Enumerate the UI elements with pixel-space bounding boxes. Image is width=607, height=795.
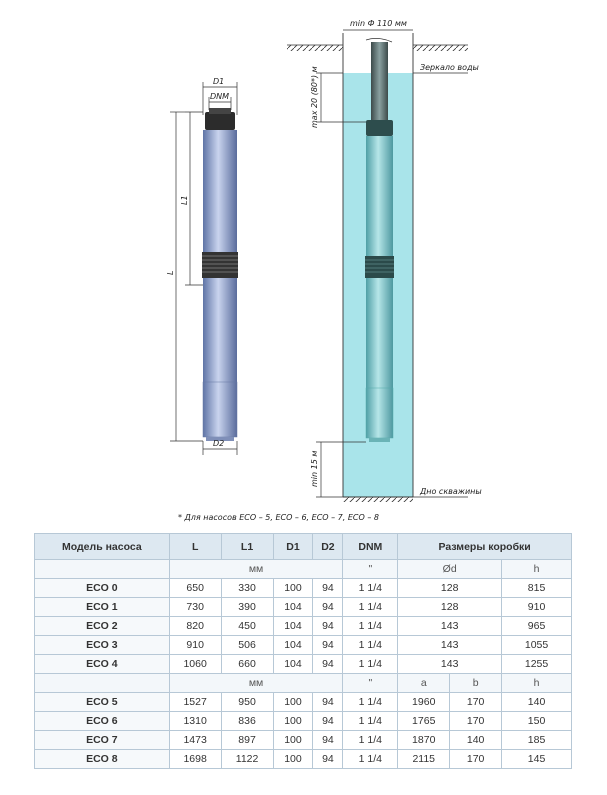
l1-cell: 950 [221,693,273,712]
d1-cell: 100 [273,731,313,750]
spec-table [34,533,572,769]
od-cell: 143 [398,617,502,636]
model-cell: ECO 3 [35,636,170,655]
unit-inch: " [343,674,398,693]
l-cell: 820 [169,617,221,636]
model-cell: ECO 1 [35,598,170,617]
header-l: L [169,534,221,560]
d2-cell: 94 [313,636,343,655]
table-row [35,579,572,598]
h-cell: 965 [502,617,572,636]
header-row [35,534,572,560]
dnm-cell: 1 1/4 [343,750,398,769]
dnm-cell: 1 1/4 [343,731,398,750]
d1-cell: 104 [273,636,313,655]
unit-mm: мм [169,560,343,579]
l1-cell: 1122 [221,750,273,769]
table-row [35,617,572,636]
od-cell: 128 [398,579,502,598]
d2-cell: 94 [313,712,343,731]
well-bottom-label: Дно скважины [420,487,482,496]
l1-cell: 330 [221,579,273,598]
d2-cell: 94 [313,693,343,712]
header-l1: L1 [221,534,273,560]
d1-cell: 104 [273,655,313,674]
header-model: Модель насоса [35,534,170,560]
units-row-1 [35,560,572,579]
header-d2: D2 [313,534,343,560]
header-box: Размеры коробки [398,534,572,560]
dnm-cell: 1 1/4 [343,598,398,617]
d1-cell: 100 [273,579,313,598]
h-cell: 910 [502,598,572,617]
d2-label: D2 [213,439,225,448]
l-cell: 1473 [169,731,221,750]
a-cell: 2115 [398,750,450,769]
model-cell: ECO 8 [35,750,170,769]
d2-cell: 94 [313,750,343,769]
model-cell: ECO 7 [35,731,170,750]
l-label: L [166,270,175,275]
table-row [35,693,572,712]
dnm-cell: 1 1/4 [343,693,398,712]
d1-cell: 104 [273,598,313,617]
table-row [35,636,572,655]
d1-cell: 100 [273,712,313,731]
dnm-label: DNM [210,92,230,101]
l-cell: 1310 [169,712,221,731]
l1-cell: 506 [221,636,273,655]
dnm-cell: 1 1/4 [343,712,398,731]
unit-a: a [398,674,450,693]
l-cell: 650 [169,579,221,598]
table-row [35,750,572,769]
water-mirror-label: Зеркало воды [420,63,479,72]
l1-label: L1 [180,195,189,205]
footnote: * Для насосов ECO – 5, ECO – 6, ECO – 7, ECO – 8 [178,513,379,522]
l-cell: 910 [169,636,221,655]
a-cell: 1960 [398,693,450,712]
d1-cell: 104 [273,617,313,636]
d2-cell: 94 [313,598,343,617]
header-dnm: DNM [343,534,398,560]
min-bottom-label: min 15 м [310,450,319,487]
unit-h: h [502,674,572,693]
l1-cell: 390 [221,598,273,617]
d2-cell: 94 [313,731,343,750]
units-blank-cell [35,560,170,579]
l1-cell: 450 [221,617,273,636]
h-cell: 145 [502,750,572,769]
standalone-pump [166,77,238,455]
d1-label: D1 [213,77,225,86]
model-cell: ECO 2 [35,617,170,636]
l-cell: 1060 [169,655,221,674]
model-cell: ECO 0 [35,579,170,598]
unit-b: b [450,674,502,693]
min-diameter-label: min Ф 110 мм [350,19,407,28]
dnm-cell: 1 1/4 [343,617,398,636]
od-cell: 128 [398,598,502,617]
h-cell: 1055 [502,636,572,655]
unit-inch: " [343,560,398,579]
dnm-cell: 1 1/4 [343,579,398,598]
d2-cell: 94 [313,617,343,636]
od-cell: 143 [398,636,502,655]
l-cell: 730 [169,598,221,617]
d2-cell: 94 [313,655,343,674]
d1-cell: 100 [273,693,313,712]
l1-cell: 897 [221,731,273,750]
dnm-cell: 1 1/4 [343,636,398,655]
b-cell: 170 [450,750,502,769]
l-cell: 1527 [169,693,221,712]
table-row [35,712,572,731]
h-cell: 185 [502,731,572,750]
h-cell: 150 [502,712,572,731]
b-cell: 170 [450,693,502,712]
l1-cell: 660 [221,655,273,674]
h-cell: 815 [502,579,572,598]
l-cell: 1698 [169,750,221,769]
unit-h: h [502,560,572,579]
b-cell: 140 [450,731,502,750]
well-installation [287,19,482,502]
model-cell: ECO 4 [35,655,170,674]
a-cell: 1870 [398,731,450,750]
model-cell: ECO 6 [35,712,170,731]
a-cell: 1765 [398,712,450,731]
h-cell: 140 [502,693,572,712]
h-cell: 1255 [502,655,572,674]
max-depth-label: max 20 (80*) м [310,66,319,128]
table-row [35,655,572,674]
od-cell: 143 [398,655,502,674]
dnm-cell: 1 1/4 [343,655,398,674]
model-cell: ECO 5 [35,693,170,712]
units-row-2 [35,674,572,693]
units-blank-cell [35,674,170,693]
unit-mm: мм [169,674,343,693]
table-row [35,598,572,617]
d2-cell: 94 [313,579,343,598]
b-cell: 170 [450,712,502,731]
header-d1: D1 [273,534,313,560]
d1-cell: 100 [273,750,313,769]
unit-od: Ød [398,560,502,579]
table-row [35,731,572,750]
l1-cell: 836 [221,712,273,731]
